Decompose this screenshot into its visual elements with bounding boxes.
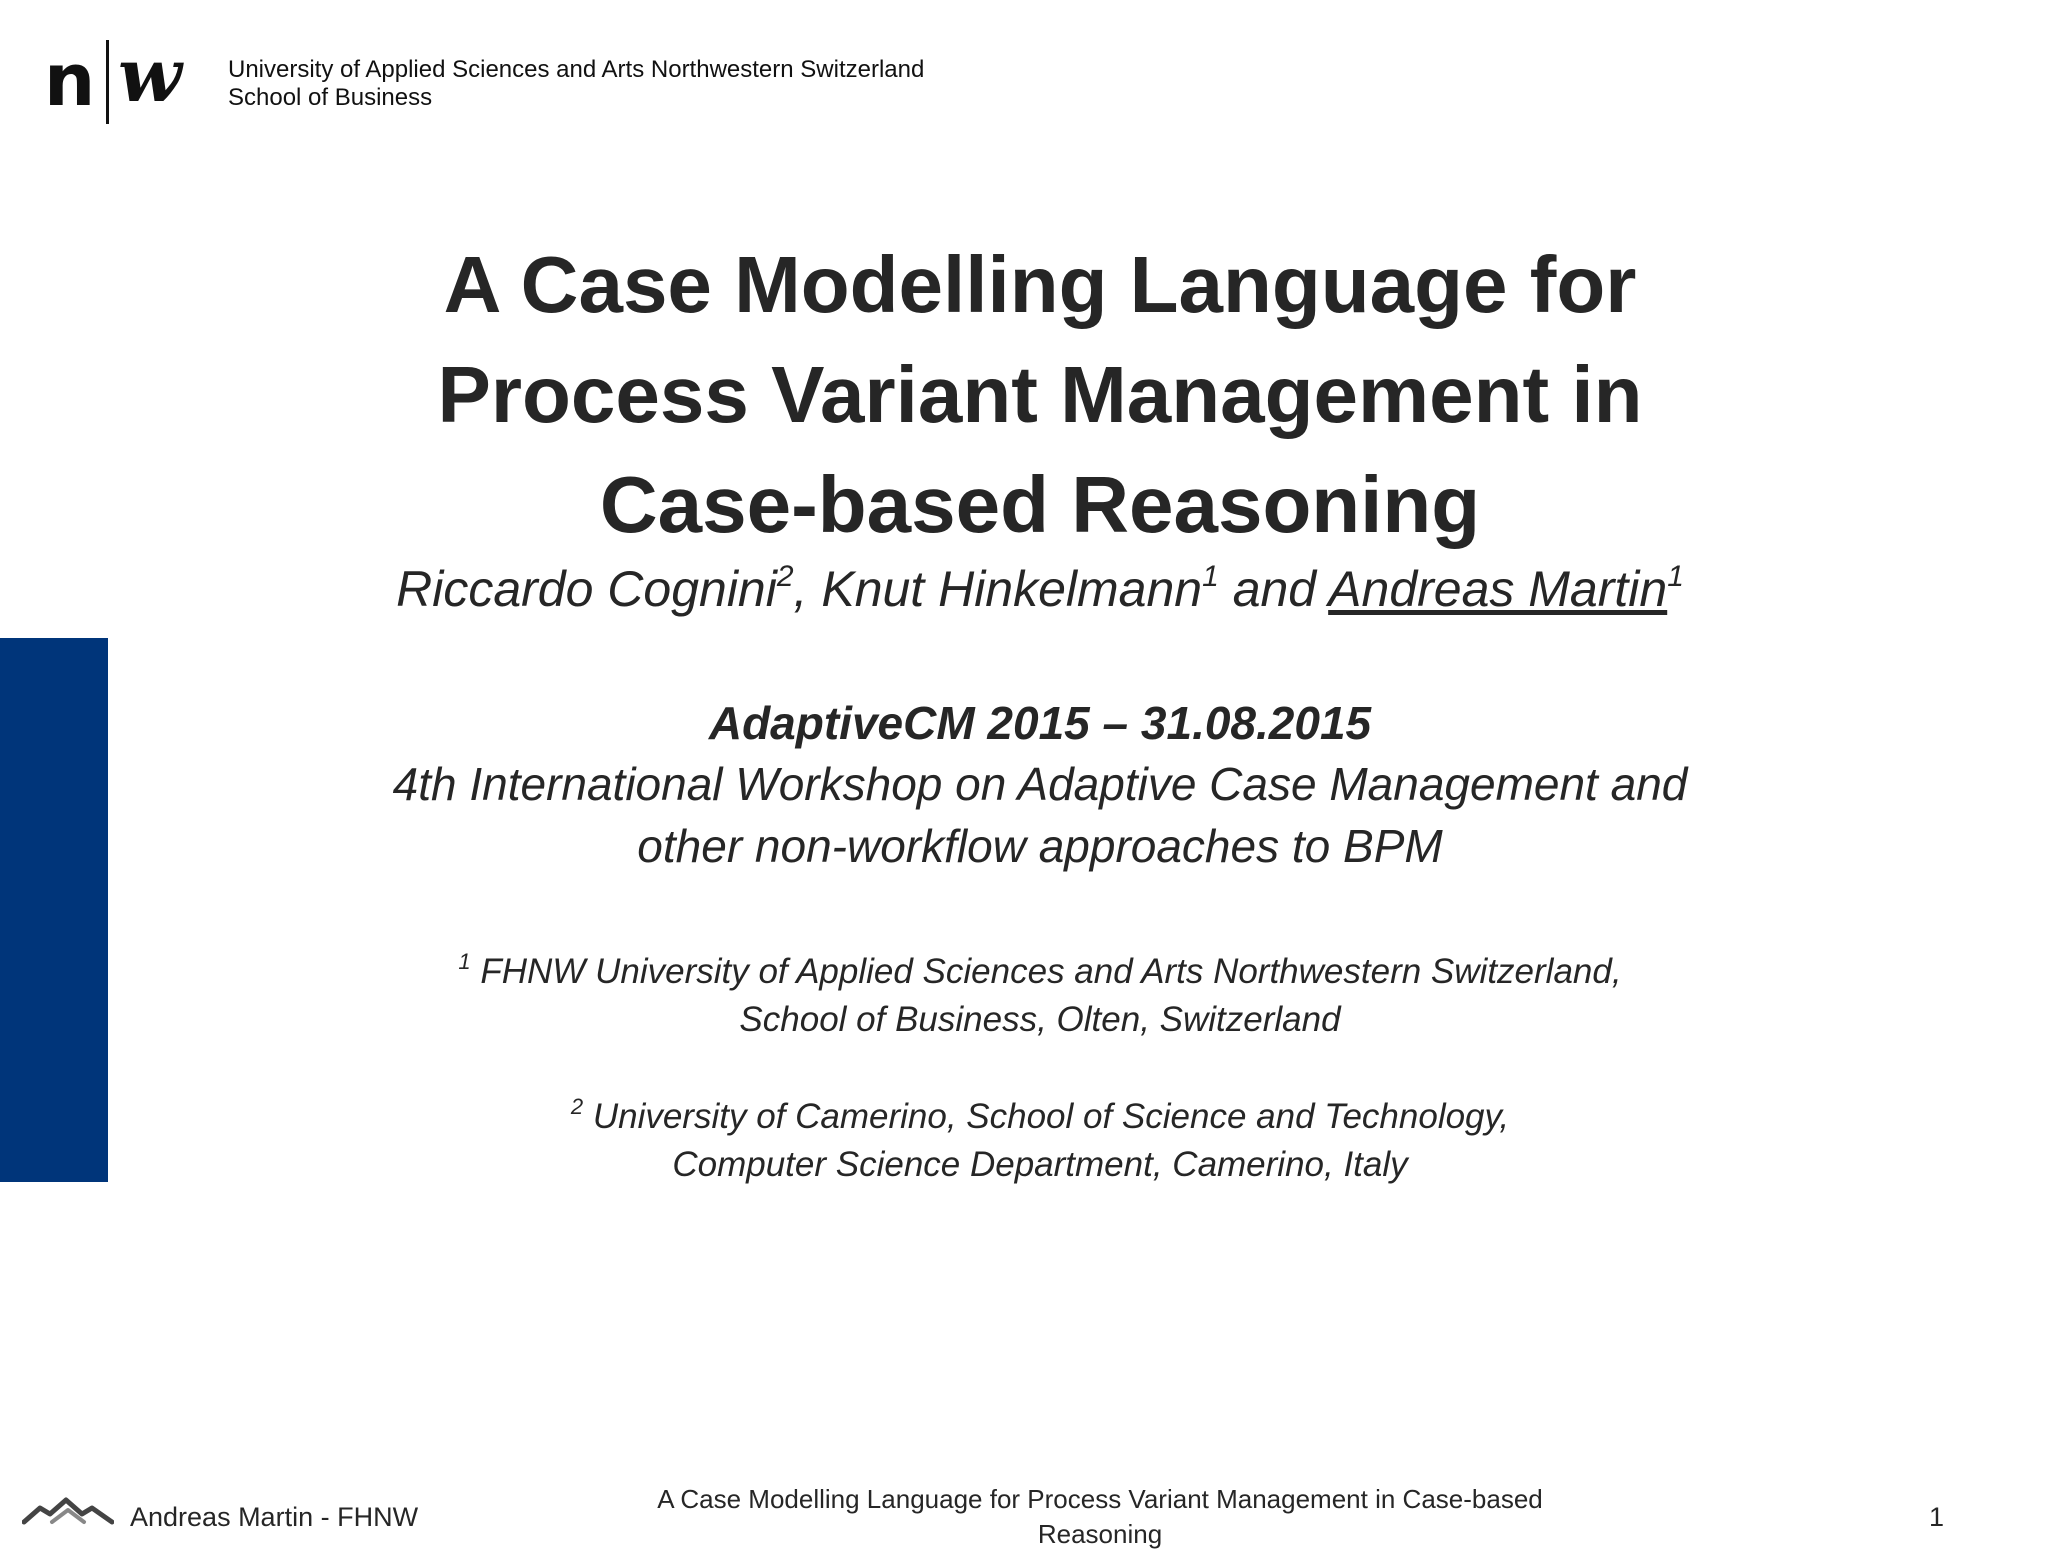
- author-separator-1: ,: [793, 561, 822, 617]
- authors-line: [240, 557, 1840, 621]
- affiliation-2-line-2: Computer Science Department, Camerino, Italy: [672, 1145, 1408, 1184]
- mountains-icon: [22, 1494, 114, 1526]
- event-title: AdaptiveCM 2015 – 31.08.2015: [708, 697, 1372, 749]
- slide-title: [240, 230, 1840, 560]
- author-hinkelmann: Knut Hinkelmann: [821, 561, 1203, 617]
- institution-line-2: School of Business: [228, 84, 433, 111]
- affiliation-2: [240, 1093, 1840, 1189]
- affiliation-1: [240, 948, 1840, 1044]
- author-hinkelmann-sup: 1: [1202, 560, 1219, 593]
- workshop-name: [240, 753, 1840, 877]
- footer-title-line-1: A Case Modelling Language for Process Variant Management in Case-based: [657, 1484, 1543, 1514]
- logo-divider: [106, 40, 109, 124]
- page-number: 1: [1928, 1502, 1944, 1532]
- footer-author: Andreas Martin - FHNW: [130, 1502, 419, 1532]
- author-cognini-sup: 2: [776, 560, 794, 593]
- affiliation-2-line-1: University of Camerino, School of Science and Technology,: [592, 1097, 1510, 1136]
- footer-title: [600, 1482, 1600, 1552]
- author-martin-sup: 1: [1667, 560, 1684, 593]
- author-martin: Andreas Martin: [1328, 561, 1668, 617]
- footer-title-line-2: Reasoning: [1037, 1519, 1163, 1549]
- logo-n-letter: n: [44, 38, 96, 122]
- left-accent-bar: [0, 638, 108, 1182]
- author-separator-2: and: [1218, 561, 1329, 617]
- institution-line-1: University of Applied Sciences and Arts Northwestern Switzerland: [228, 56, 925, 83]
- workshop-line-1: 4th International Workshop on Adaptive Case Management and: [392, 758, 1688, 810]
- affiliation-1-line-2: School of Business, Olten, Switzerland: [739, 1000, 1341, 1039]
- affiliation-1-line-1: FHNW University of Applied Sciences and Arts Northwestern Switzerland,: [480, 952, 1622, 991]
- title-line-1: A Case Modelling Language for: [443, 240, 1637, 329]
- logo-w-letter: w: [118, 33, 182, 119]
- institution-name: [228, 56, 924, 112]
- affiliation-2-sup: 2: [570, 1094, 584, 1119]
- author-cognini: Riccardo Cognini: [396, 561, 777, 617]
- title-line-2: Process Variant Management in: [437, 350, 1643, 439]
- fhnw-logo: [44, 33, 194, 128]
- affiliation-1-sup: 1: [458, 949, 471, 974]
- workshop-line-2: other non-workflow approaches to BPM: [637, 820, 1443, 872]
- title-line-3: Case-based Reasoning: [599, 460, 1481, 549]
